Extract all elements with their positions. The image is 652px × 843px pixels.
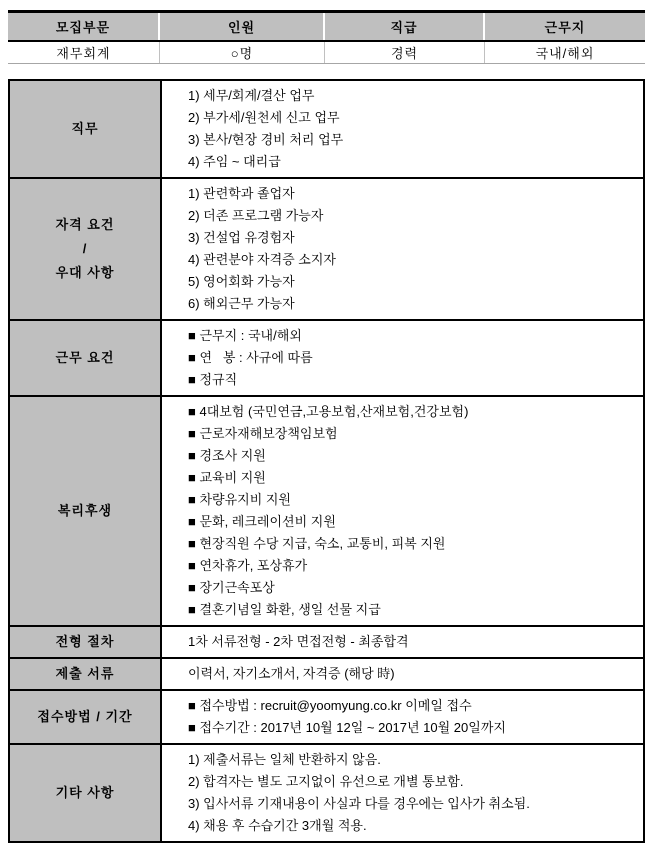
detail-table	[8, 79, 645, 843]
content-line: ■ 경조사 지원	[188, 448, 266, 463]
table-row	[10, 81, 643, 177]
cell-recruit-field: 재무회계	[8, 42, 160, 63]
row-label-line: 우대 사항	[55, 265, 115, 280]
cell-location: 국내/해외	[535, 46, 595, 61]
content-line: 1) 관련학과 졸업자	[188, 186, 295, 201]
row-content	[162, 81, 643, 177]
content-line: ■ 교육비 지원	[188, 470, 266, 485]
content-line: ■ 장기근속포상	[188, 580, 275, 595]
content-line: ■ 현장직원 수당 지급, 숙소, 교통비, 피복 지원	[188, 536, 446, 551]
row-label-line: 자격 요건	[55, 217, 115, 232]
row-label-line: 근무 요건	[55, 350, 115, 365]
content-line: ■ 연 봉 : 사규에 따름	[188, 350, 313, 365]
summary-data-row	[8, 42, 645, 64]
content-line: 6) 해외근무 가능자	[188, 296, 295, 311]
row-label-line: 복리후생	[57, 503, 113, 518]
table-row	[10, 319, 643, 395]
content-line: 4) 채용 후 수습기간 3개월 적용.	[188, 818, 367, 833]
cell-headcount: ○명	[160, 42, 325, 63]
content-line: ■ 결혼기념일 화환, 생일 선물 지급	[188, 602, 381, 617]
row-label-line: /	[82, 241, 88, 256]
table-row	[10, 743, 643, 841]
row-label	[10, 627, 162, 657]
row-label	[10, 321, 162, 395]
content-line: ■ 근무지 : 국내/해외	[188, 328, 302, 343]
row-label-line: 전형 절차	[55, 634, 115, 649]
content-line: ■ 접수방법 : recruit@yoomyung.co.kr 이메일 접수	[188, 698, 472, 713]
content-line: ■ 차량유지비 지원	[188, 492, 291, 507]
row-label	[10, 745, 162, 841]
content-line: 1차 서류전형 - 2차 면접전형 - 최종합격	[188, 634, 409, 649]
cell-position: 경력	[325, 42, 485, 63]
content-line: ■ 정규직	[188, 372, 238, 387]
content-line: 2) 부가세/원천세 신고 업무	[188, 110, 340, 125]
row-content	[162, 659, 643, 689]
table-row	[10, 177, 643, 319]
content-line: 1) 제출서류는 일체 반환하지 않음.	[188, 752, 381, 767]
row-content	[162, 321, 643, 395]
content-line: 4) 관련분야 자격증 소지자	[188, 252, 336, 267]
row-label	[10, 179, 162, 319]
table-row	[10, 689, 643, 743]
content-line: 3) 건설업 유경험자	[188, 230, 295, 245]
content-line: 5) 영어회화 가능자	[188, 274, 295, 289]
row-label-line: 기타 사항	[55, 785, 115, 800]
content-line: 3) 입사서류 기재내용이 사실과 다를 경우에는 입사가 취소됨.	[188, 796, 530, 811]
column-header-position: 직급	[325, 13, 485, 40]
table-row	[10, 625, 643, 657]
column-header-headcount: 인원	[160, 13, 325, 40]
summary-table	[8, 10, 645, 64]
content-line: ■ 접수기간 : 2017년 10월 12일 ~ 2017년 10월 20일까지	[188, 720, 506, 735]
row-label-line: 접수방법 / 기간	[37, 709, 133, 724]
row-content	[162, 745, 643, 841]
row-label-line: 직무	[71, 121, 99, 136]
row-label	[10, 81, 162, 177]
content-line: 3) 본사/현장 경비 처리 업무	[188, 132, 344, 147]
content-line: 1) 세무/회계/결산 업무	[188, 88, 315, 103]
content-line: 이력서, 자기소개서, 자격증 (해당 時)	[188, 666, 395, 681]
content-line: ■ 근로자재해보장책임보험	[188, 426, 338, 441]
table-row	[10, 395, 643, 625]
row-content	[162, 627, 643, 657]
content-line: ■ 연차휴가, 포상휴가	[188, 558, 308, 573]
summary-header-row	[8, 10, 645, 42]
row-content	[162, 397, 643, 625]
row-content	[162, 691, 643, 743]
row-content	[162, 179, 643, 319]
row-label	[10, 659, 162, 689]
content-line: 2) 합격자는 별도 고지없이 유선으로 개별 통보함.	[188, 774, 464, 789]
table-row	[10, 657, 643, 689]
row-label	[10, 397, 162, 625]
content-line: ■ 4대보험 (국민연금,고용보험,산재보험,건강보험)	[188, 404, 469, 419]
row-label	[10, 691, 162, 743]
column-header-recruit-field: 모집부문	[8, 13, 160, 40]
content-line: ■ 문화, 레크레이션비 지원	[188, 514, 336, 529]
content-line: 4) 주임 ~ 대리급	[188, 154, 281, 169]
column-header-location: 근무지	[485, 13, 645, 40]
row-label-line: 제출 서류	[55, 666, 115, 681]
content-line: 2) 더존 프로그램 가능자	[188, 208, 324, 223]
